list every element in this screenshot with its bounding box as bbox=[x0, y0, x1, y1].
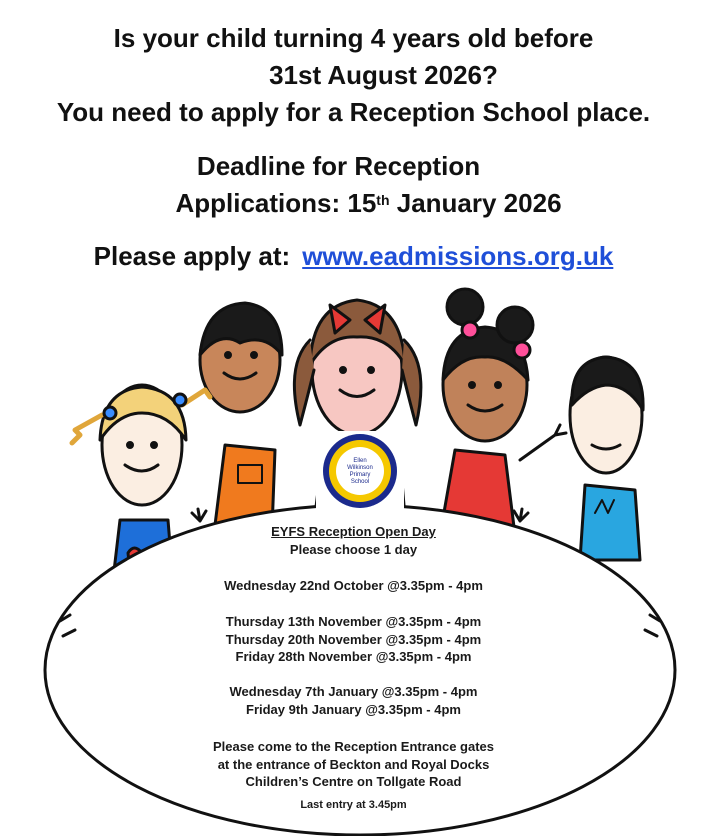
directions-line: Please come to the Reception Entrance gates bbox=[212, 739, 495, 754]
open-day-subtitle: Please choose 1 day bbox=[289, 542, 418, 557]
open-day-date: Friday 9th January @3.35pm - 4pm bbox=[246, 701, 461, 717]
last-entry-note: Last entry at 3.45pm bbox=[300, 799, 407, 811]
headline-line-1: Is your child turning 4 years old before bbox=[113, 23, 594, 53]
open-day-date: Friday 28th November @3.35pm - 4pm bbox=[235, 649, 472, 664]
logo-text: Primary bbox=[349, 472, 371, 478]
directions-line: at the entrance of Beckton and Royal Docks bbox=[217, 756, 490, 772]
logo-text: Ellen bbox=[353, 458, 367, 464]
open-day-group bbox=[0, 683, 707, 718]
open-day-date: Thursday 13th November @3.35pm - 4pm bbox=[225, 614, 482, 629]
open-day-title: EYFS Reception Open Day bbox=[271, 524, 436, 539]
open-day-group bbox=[0, 613, 707, 666]
open-day-group bbox=[0, 577, 707, 595]
eadmissions-link[interactable]: www.eadmissions.org.uk bbox=[302, 241, 614, 271]
open-day-date: Wednesday 22nd October @3.35pm - 4pm bbox=[224, 578, 483, 593]
open-day-date: Thursday 20th November @3.35pm - 4pm bbox=[225, 631, 482, 647]
deadline-ordinal: th bbox=[376, 192, 390, 208]
deadline-prefix: Applications: 15 bbox=[175, 188, 377, 218]
child-figure bbox=[440, 289, 566, 535]
headline-line-2: 31st August 2026? bbox=[269, 60, 498, 90]
deadline-line-1: Deadline for Reception bbox=[196, 151, 481, 181]
apply-label: Please apply at: bbox=[93, 241, 291, 271]
directions-text bbox=[0, 738, 707, 791]
school-logo bbox=[316, 431, 404, 511]
deadline-suffix: January 2026 bbox=[389, 188, 562, 218]
logo-text: Wilkinson bbox=[347, 465, 373, 471]
apply-line bbox=[0, 238, 707, 275]
open-day-date: Wednesday 7th January @3.35pm - 4pm bbox=[229, 684, 478, 699]
child-figure bbox=[200, 303, 282, 530]
logo-text: School bbox=[350, 479, 370, 485]
deadline-line-2 bbox=[0, 185, 707, 222]
directions-line: Children’s Centre on Tollgate Road bbox=[245, 774, 462, 789]
headline-line-3: You need to apply for a Reception School place. bbox=[56, 97, 651, 127]
headline bbox=[0, 20, 707, 131]
deadline-block bbox=[0, 148, 707, 222]
